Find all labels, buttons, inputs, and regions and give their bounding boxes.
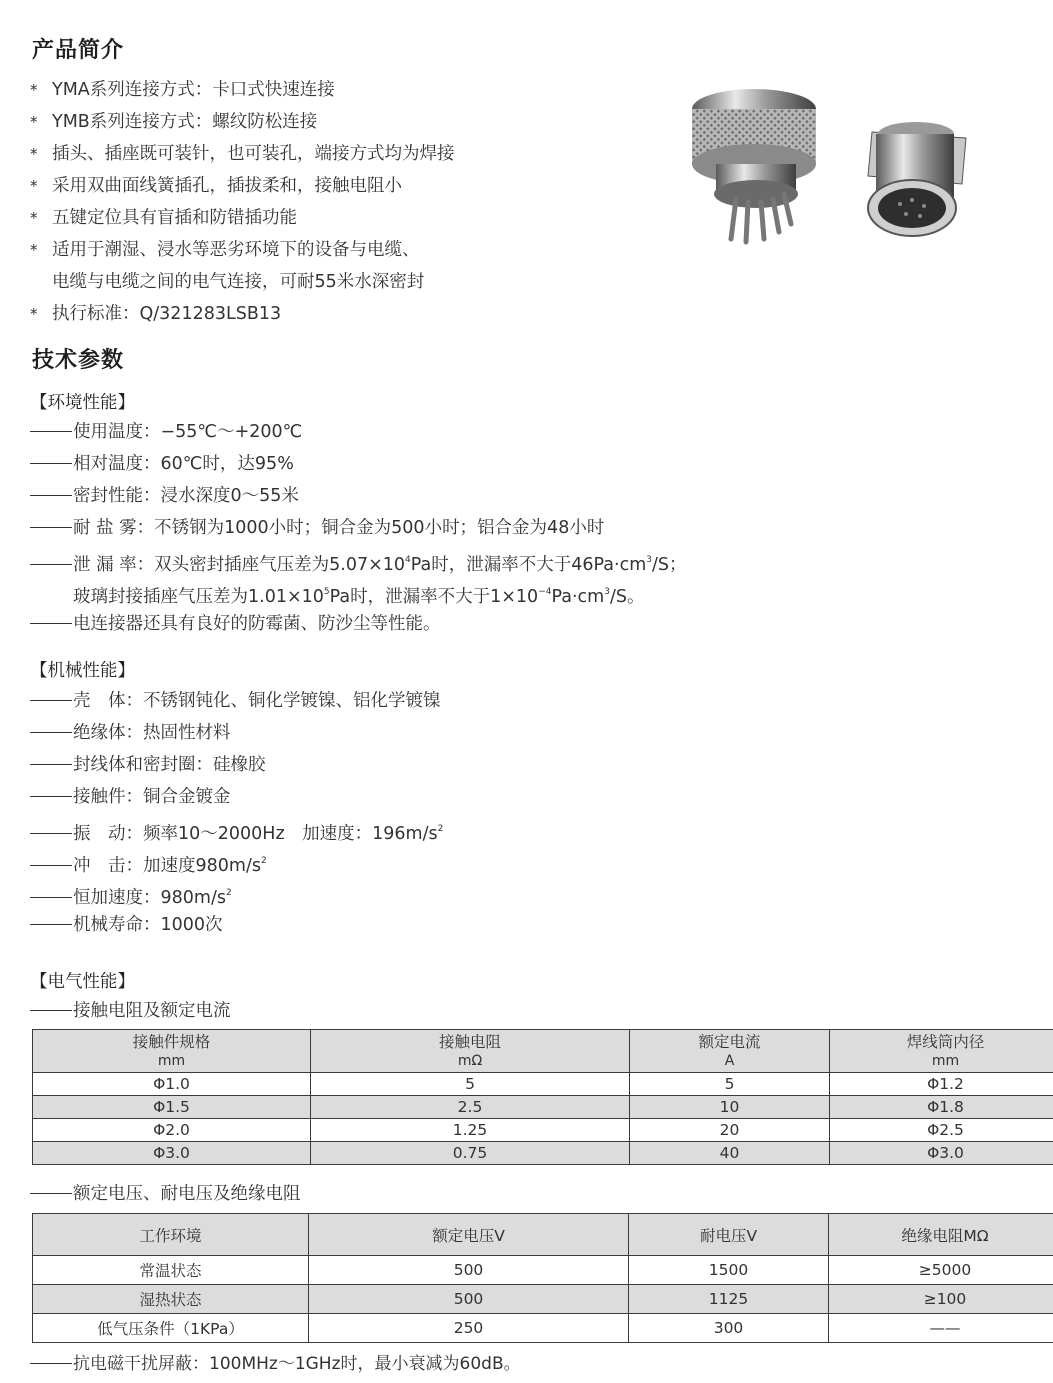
spec-line: 相对温度：60℃时，达95%	[30, 448, 687, 480]
spec-line-vibration: 振 动：频率10～2000Hz 加速度：$196m/s^2$	[30, 813, 443, 845]
electrical-heading: 【电气性能】	[30, 972, 135, 992]
bullet-star-icon: *	[30, 81, 38, 99]
table2-caption: 额定电压、耐电压及绝缘电阻	[30, 1178, 301, 1210]
spec-line: 使用温度：−55℃～+200℃	[30, 416, 687, 448]
em-dash-rule	[30, 1193, 72, 1194]
spec-line: 封线体和密封圈：硅橡胶	[30, 749, 443, 781]
em-dash-rule	[30, 924, 72, 925]
intro-item: * 执行标准：Q/321283LSB13	[30, 298, 455, 330]
contact-resistance-table	[32, 1029, 1053, 1165]
spec-line: 电连接器还具有良好的防霉菌、防沙尘等性能。	[30, 608, 687, 640]
intro-item: * YMB系列连接方式：螺纹防松连接	[30, 106, 455, 138]
bullet-star-icon: *	[30, 113, 38, 131]
spec-line: 接触件：铜合金镀金	[30, 781, 443, 813]
spec-line-leak-rate-cont: 玻璃封接插座气压差为$1.01\times 10^5Pa$时，泄漏率不大于$1\times 10^{-4}Pa\cdot cm^3/S$。	[73, 587, 645, 607]
mechanical-list	[30, 685, 443, 941]
table-header-row	[33, 1030, 1053, 1073]
environmental-heading: 【环境性能】	[30, 393, 135, 413]
em-dash-rule	[30, 1363, 72, 1364]
table-header-row: 工作环境 额定电压V 耐电压V 绝缘电阻MΩ	[33, 1214, 1053, 1256]
intro-item-continuation: 电缆与电缆之间的电气连接，可耐55米水深密封	[52, 272, 425, 292]
intro-item: * 五键定位具有盲插和防错插功能	[30, 202, 455, 234]
spec-line: 机械寿命：1000次	[30, 909, 443, 941]
spec-line: 密封性能：浸水深度0～55米	[30, 480, 687, 512]
intro-feature-list	[30, 74, 455, 330]
intro-item: * 适用于潮湿、浸水等恶劣环境下的设备与电缆、	[30, 234, 455, 266]
voltage-insulation-table	[32, 1213, 1053, 1343]
intro-item: * 采用双曲面线簧插孔，插拔柔和，接触电阻小	[30, 170, 455, 202]
em-dash-rule	[30, 564, 72, 565]
table-row: 低气压条件（1KPa） 250 300 ——	[33, 1314, 1053, 1343]
table-header-cell: 接触电阻 mΩ	[311, 1030, 630, 1073]
table-header-cell: 焊线筒内径 mm	[830, 1030, 1053, 1073]
em-dash-rule	[30, 732, 72, 733]
table-row: Φ1.0 5 5 Φ1.2	[33, 1073, 1053, 1096]
em-dash-rule	[30, 796, 72, 797]
spec-line-shock: 冲 击：加速度$980m/s^2$	[30, 845, 443, 877]
specs-title: 技术参数	[32, 348, 125, 373]
em-dash-rule	[30, 527, 72, 528]
table-row: Φ2.0 1.25 20 Φ2.5	[33, 1119, 1053, 1142]
em-dash-rule	[30, 463, 72, 464]
environmental-list	[30, 416, 687, 640]
em-dash-rule	[30, 897, 72, 898]
spec-line-const-accel: 恒加速度：$980m/s^2$	[30, 877, 443, 909]
intro-item: * 插头、插座既可装针，也可装孔，端接方式均为焊接	[30, 138, 455, 170]
table-row: 湿热状态 500 1125 ≥100	[33, 1285, 1053, 1314]
em-dash-rule	[30, 865, 72, 866]
em-dash-rule	[30, 764, 72, 765]
bullet-star-icon: *	[30, 145, 38, 163]
table-header-cell: 接触件规格 mm	[33, 1030, 311, 1073]
mechanical-heading: 【机械性能】	[30, 661, 135, 681]
table-row: 常温状态 500 1500 ≥5000	[33, 1256, 1053, 1285]
table-header-cell: 额定电流 A	[630, 1030, 830, 1073]
bullet-star-icon: *	[30, 177, 38, 195]
em-dash-rule	[30, 833, 72, 834]
table-row: Φ1.5 2.5 10 Φ1.8	[33, 1096, 1053, 1119]
bullet-star-icon: *	[30, 241, 38, 259]
intro-item: * YMA系列连接方式：卡口式快速连接	[30, 74, 455, 106]
spec-line-leak-rate: 泄 漏 率：双头密封插座气压差为$5.07\times 10^4Pa$时，泄漏率不大于$46Pa\cdot cm^3/S$；	[30, 544, 687, 576]
em-dash-rule	[30, 495, 72, 496]
em-dash-rule	[30, 431, 72, 432]
em-dash-rule	[30, 700, 72, 701]
em-dash-rule	[30, 623, 72, 624]
bullet-star-icon: *	[30, 305, 38, 323]
spec-line: 耐 盐 雾：不锈钢为1000小时；铜合金为500小时；铝合金为48小时	[30, 512, 687, 544]
em-dash-rule	[30, 1010, 72, 1011]
spec-line: 壳 体：不锈钢钝化、铜化学镀镍、铝化学镀镍	[30, 685, 443, 717]
spec-line: 绝缘体：热固性材料	[30, 717, 443, 749]
table1-caption: 接触电阻及额定电流	[30, 995, 231, 1027]
intro-title: 产品简介	[32, 38, 125, 63]
table-row: Φ3.0 0.75 40 Φ3.0	[33, 1142, 1053, 1165]
emi-shielding-line: 抗电磁干扰屏蔽：100MHz～1GHz时，最小衰减为60dB。	[30, 1349, 521, 1374]
bullet-star-icon: *	[30, 209, 38, 227]
connector-photo-image	[676, 74, 976, 250]
